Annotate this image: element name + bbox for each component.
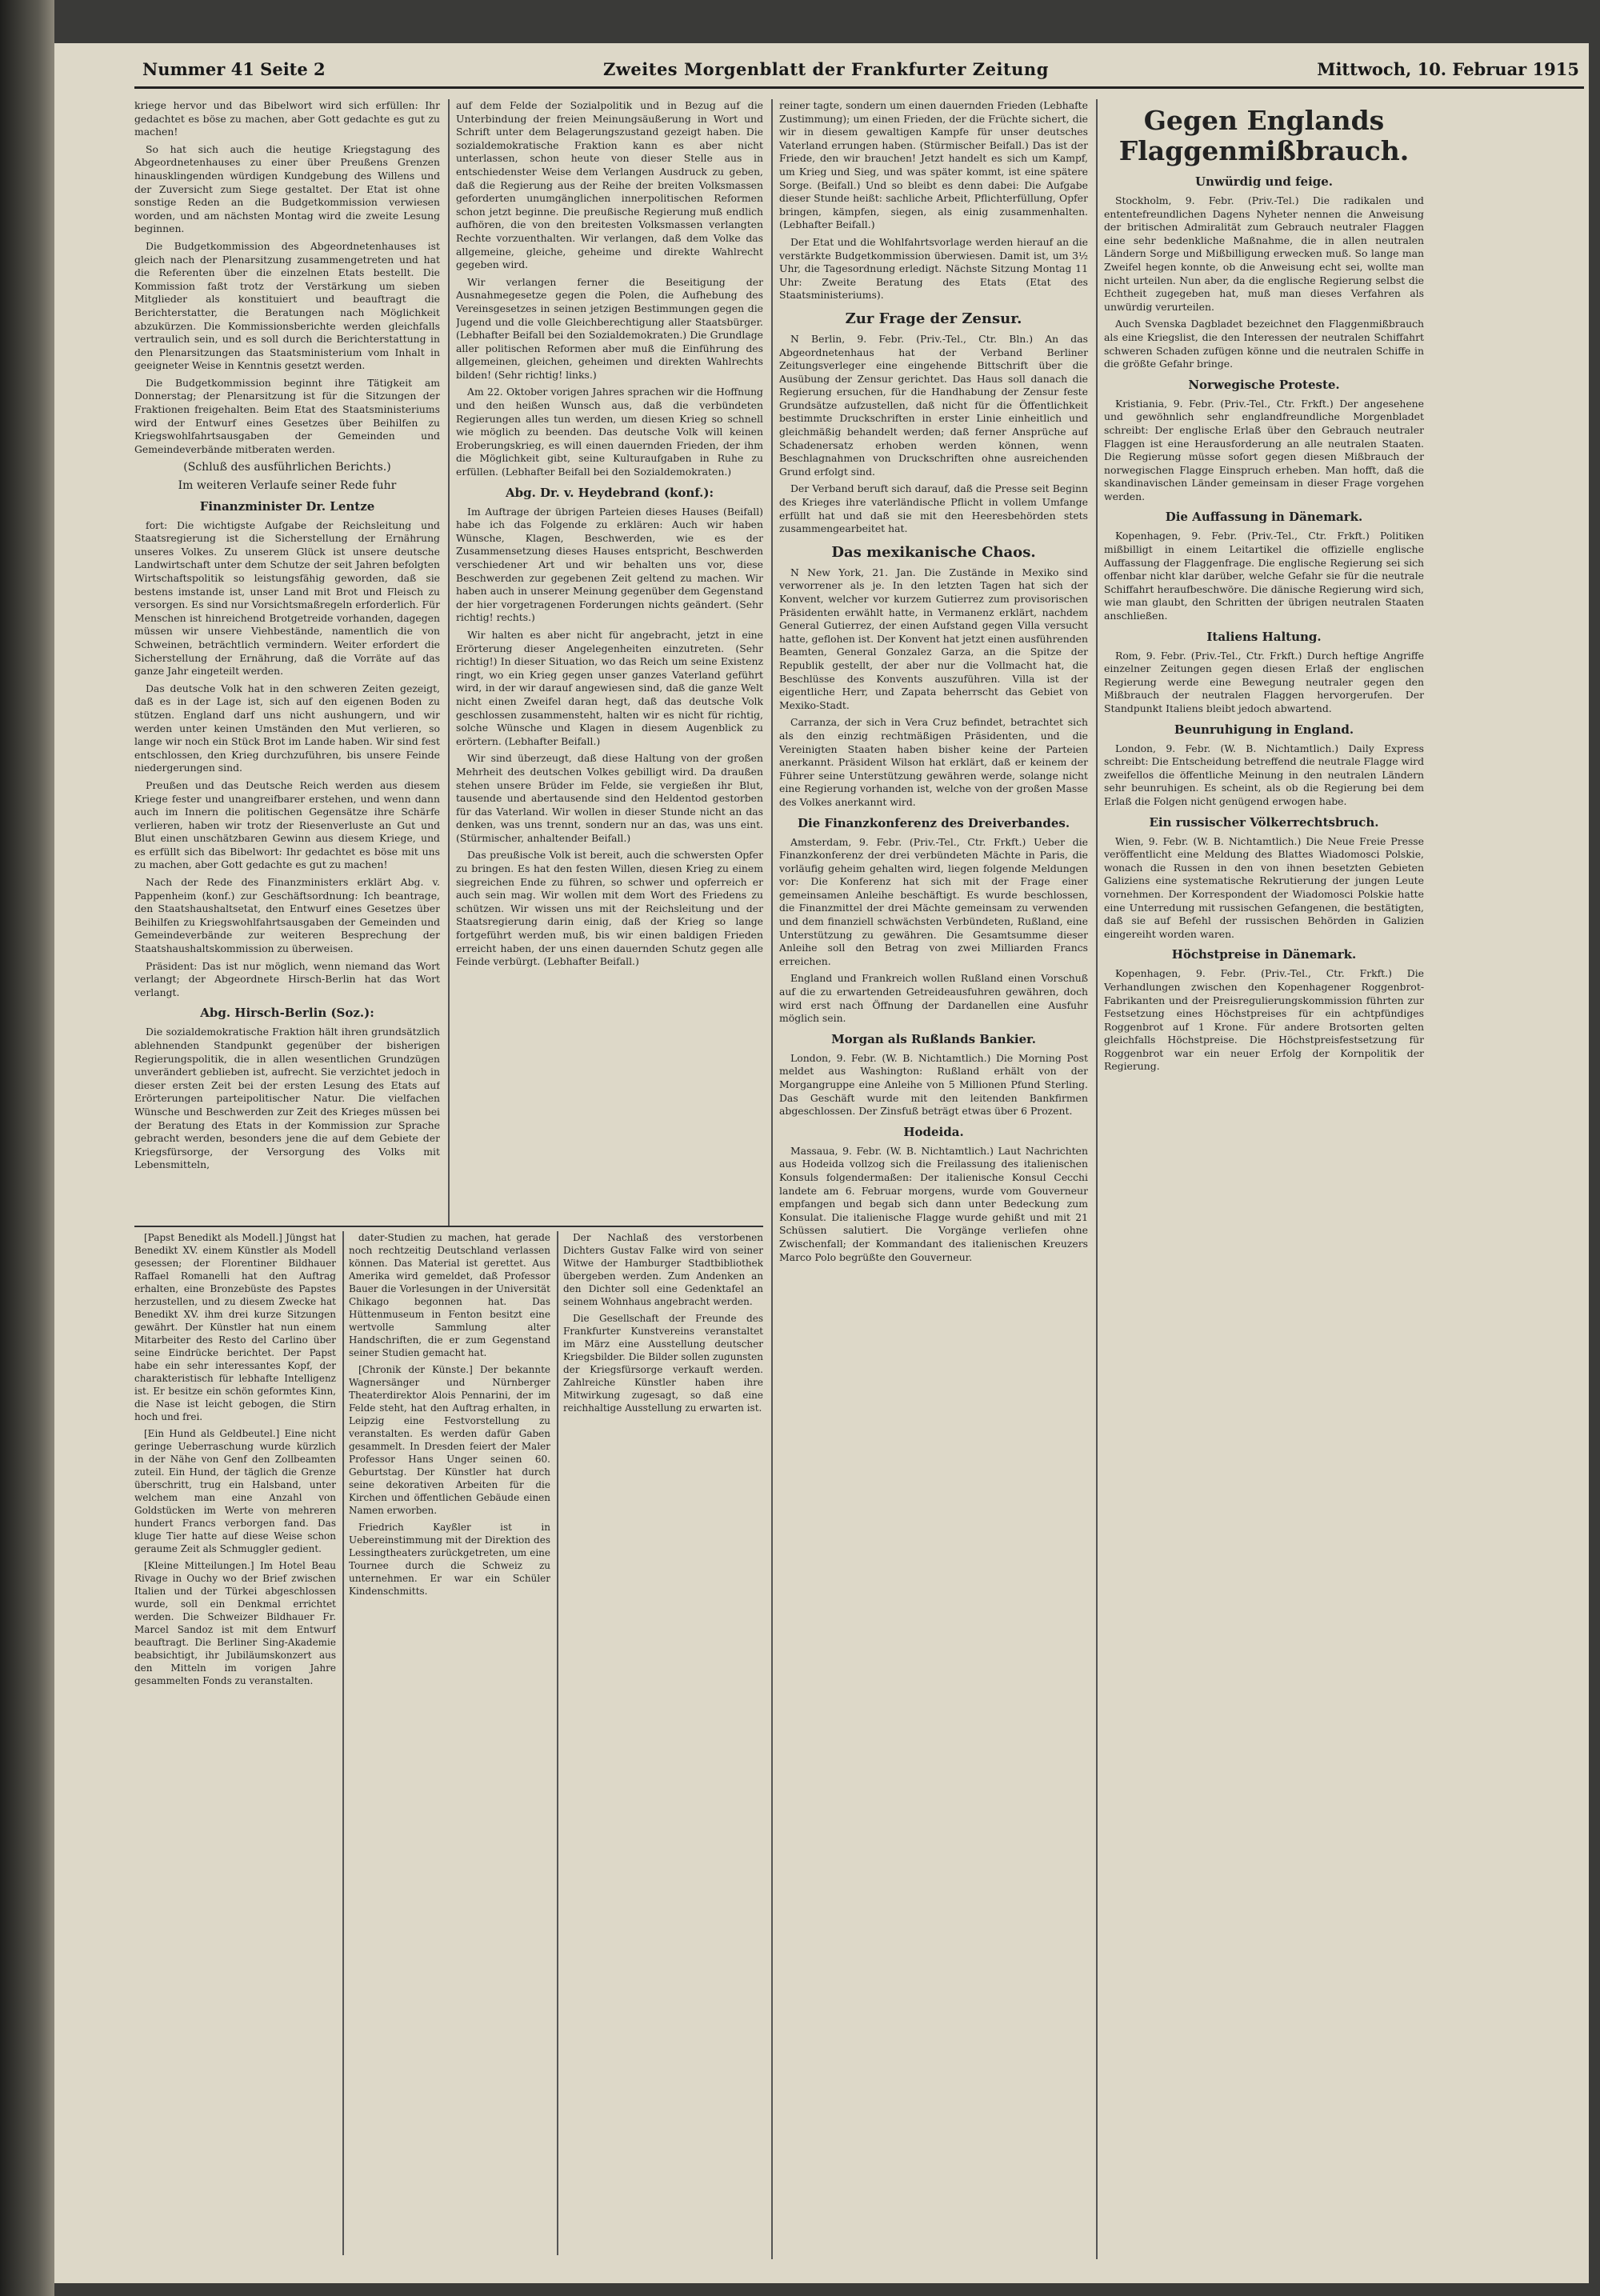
column-rule	[342, 1231, 344, 2255]
header-rule	[134, 86, 1584, 89]
column-rule	[771, 99, 773, 2259]
article-text: Das preußische Volk ist bereit, auch die schwersten Opfer zu bringen. Es hat den festen Willen, diesen Krieg zu einem siegreichen Ende zu führen, so schwer und opferreich er auch sein mag. Wir wollen mit dem Wort des Friedens zu schützen. Wir wissen uns mit der Reichsleitung und der Staatsregierung darin einig, daß der Krieg so lange fortgeführt werden muß, bis wir einen baldigen Frieden erreicht haben, der uns einen dauernden Schutz gegen alle Feinde verbürgt. (Lebhafter Beifall.)	[456, 849, 763, 968]
article-headline: Unwürdig und feige.	[1194, 174, 1334, 189]
article-text: Amsterdam, 9. Febr. (Priv.-Tel., Ctr. Frkft.) Ueber die Finanzkonferenz der drei verbündeten Mächte in Paris, die vorläufig geheim gehalten wird, liegen folgende Meldungen vor: Die Konferenz hat sich mit der Frage einer gemeinsamen Anleihe beschäftigt. Es wurde beschlossen, die Finanzmittel der drei Mächte gemeinsam zu verwenden und dem finanziell schwächsten Verbündeten, Rußland, eine Unterstützung zu gewähren. Die Gesamtsumme dieser Anleihe soll den Betrag von zwei Milliarden Francs erreichen.	[779, 835, 1088, 967]
column-3	[779, 99, 1088, 2259]
section-note: (Schluß des ausführlichen Berichts.)	[183, 461, 391, 474]
column-rule	[557, 1231, 558, 2255]
feuilleton-text: [Papst Benedikt als Modell.] Jüngst hat Benedikt XV. einem Künstler als Modell gesessen; der Florentiner Bildhauer Raffael Romanelli hat den Auftrag erhalten, eine Bronzebüste des Papstes herzustellen, und zu diesem Zwecke hat Benedikt XV. ihm drei kurze Sitzungen gewährt. Der Künstler hat nun einem Mitarbeiter des Resto del Carlino über seine Eindrücke berichtet. Der Papst habe ein sehr interessantes Kopf, der charakteristisch für lebhafte Intelligenz ist. Er besitze ein schön geformtes Kinn, die Nase ist leicht gebogen, die Stirn hoch und frei.	[134, 1232, 336, 1422]
speaker-heading: Abg. Dr. v. Heydebrand (konf.):	[505, 485, 714, 500]
feuilleton-column-1	[134, 1231, 336, 2255]
feuilleton-text: Der Nachlaß des verstorbenen Dichters Gustav Falke wird von seiner Witwe der Hamburger Stadtbibliothek übergeben werden. Zum Andenken an den Dichter soll eine Gedenktafel an seinem Wohnhaus angebracht werden.	[563, 1232, 763, 1307]
column-4	[1104, 99, 1424, 2259]
article-text: Das deutsche Volk hat in den schweren Zeiten gezeigt, daß es in der Lage ist, sich auf den eigenen Boden zu stützen. England darf uns nicht aushungern, und wir werden unter keinen Umständen den Mut verlieren, so lange wir noch ein Stück Brot im Lande haben. Wir sind fest entschlossen, den Krieg durchzuführen, bis unsere Feinde niedergerungen sind.	[134, 682, 440, 774]
feuilleton-text: Friedrich Kayßler ist in Uebereinstimmung mit der Direktion des Lessingtheaters zurückgetreten, um eine Tournee durch die Schweiz zu unternehmen. Er war ein Schüler Kindenschmitts.	[349, 1522, 550, 1597]
feuilleton-text: [Chronik der Künste.] Der bekannte Wagnersänger und Nürnberger Theaterdirektor Alois Pennarini, der im Felde steht, hat den Auftrag erhalten, in Leipzig eine Festvorstellung zu veranstalten. Es werden dafür Gaben gesammelt. In Dresden feiert der Maler Professor Hans Unger seinen 60. Geburtstag. Der Künstler hat durch seine dekorativen Arbeiten für die Kirchen und öffentlichen Gebäude einen Namen erworben.	[349, 1364, 550, 1516]
article-text: Wir halten es aber nicht für angebracht, jetzt in eine Erörterung dieser Angelegenheiten einzutreten. (Sehr richtig!) In dieser Situation, wo das Reich um seine Existenz ringt, wo ein Krieg gegen unser ganzes Vaterland geführt wird, in der wir darauf angewiesen sind, daß die ganze Welt nicht einen Zweifel daran hegt, daß das deutsche Volk geschlossen zusammensteht, halten wir es nicht für richtig, solche Wünsche und Klagen in diesem Augenblick zu erörtern. (Lebhafter Beifall.)	[456, 628, 763, 747]
article-text: Carranza, der sich in Vera Cruz befindet, betrachtet sich als den einzig rechtmäßigen Präsidenten, und die Vereinigten Staaten haben bisher keine der Parteien anerkannt. Präsident Wilson hat erklärt, daß er keinem der Führer seine Unterstützung gewähren werde, solange nicht eine Regierung vorhanden ist, welche von der großen Masse des Volkes anerkannt wird.	[779, 716, 1088, 808]
article-headline: Ein russischer Völkerrechtsbruch.	[1149, 814, 1379, 830]
main-headline: Gegen Englands Flaggenmißbrauch.	[1118, 105, 1410, 166]
article-headline: Morgan als Rußlands Bankier.	[831, 1031, 1036, 1046]
feuilleton-text: dater-Studien zu machen, hat gerade noch rechtzeitig Deutschland verlassen können. Das Material ist gerettet. Aus Amerika wird gemeldet, daß Professor Bauer die Vorlesungen in der Universität Chikago begonnen hat. Das Hüttenmuseum in Fenton besitzt eine wertvolle Sammlung alter Handschriften, die er zum Gegenstand seiner Studien gemacht hat.	[349, 1232, 550, 1358]
article-text: England und Frankreich wollen Rußland einen Vorschuß auf die zu erwartenden Getreideausfuhren gewähren, doch wird erst nach Öffnung der Dardanellen eine Ausfuhr möglich sein.	[779, 972, 1088, 1025]
article-text: Preußen und das Deutsche Reich werden aus diesem Kriege fester und unangreifbarer erstehen, und wenn dann auch im Innern die politischen Gegensätze ihre Schärfe verlieren, haben wir trotz der Riesenverluste an Gut und Blut einen unschätzbaren Gewinn aus diesem Kriege, und es erfüllt sich das Bibelwort: Ihr gedachtet es böse mit uns zu machen, aber Gott gedachte es gut zu machen!	[134, 778, 440, 871]
section-note: Im weiteren Verlaufe seiner Rede fuhr	[178, 479, 397, 493]
page-header	[59, 59, 1584, 86]
article-text: Kopenhagen, 9. Febr. (Priv.-Tel., Ctr. Frkft.) Politiken mißbilligt in einem Leitartikel die offizielle englische Auffassung der Flaggenfrage. Die englische Regierung sei sich offenbar nicht klar darüber, welche Gefahr sie für die neutrale Schiffahrt heraufbeschwöre. Die dänische Regierung wird sich, wie man glaubt, den Schritten der übrigen neutralen Staaten anschließen.	[1104, 530, 1424, 622]
article-text: Wir sind überzeugt, daß diese Haltung von der großen Mehrheit des deutschen Volkes gebilligt wird. Da draußen stehen unsere Brüder im Felde, sie vergießen ihr Blut, tausende und abertausende sind den Heldentod gestorben für das Vaterland. Wir wollen in dieser Stunde nicht an das denken, was uns trennt, sondern nur an das, was uns eint. (Stürmischer, anhaltender Beifall.)	[456, 752, 763, 844]
paper-title: Zweites Morgenblatt der Frankfurter Zeitung	[603, 59, 1049, 79]
issue-date: Mittwoch, 10. Februar 1915	[1317, 59, 1579, 79]
article-headline: Norwegische Proteste.	[1188, 377, 1340, 392]
article-text: N Berlin, 9. Febr. (Priv.-Tel., Ctr. Bln.) An das Abgeordnetenhaus hat der Verband Berliner Zeitungsverleger eine eingehende Bittschrift über die Ausübung der Zensur gerichtet. Das Haus soll danach die Regierung ersuchen, für die Handhabung der Zensur feste Grundsätze aufzustellen, daß nicht für die Öffentlichkeit bestimmte Druckschriften in erster Linie einheitlich und gleichmäßig behandelt werden; daß ferner Ansprüche auf Schadenersatz erhoben werden können, wenn Beschlagnahmen von Druckschriften ohne ausreichenden Grund erfolgt sind.	[779, 332, 1088, 478]
article-text: Am 22. Oktober vorigen Jahres sprachen wir die Hoffnung und den heißen Wunsch aus, daß die verbündeten Regierungen alles tun werden, um diesen Krieg so schnell wie möglich zu beenden. Das deutsche Volk will keinen Eroberungskrieg, es will einen dauernden Frieden, der ihm die Möglichkeit gibt, seine Kulturaufgaben in Ruhe zu erfüllen. (Lebhafter Beifall bei den Sozialdemokraten.)	[456, 386, 763, 478]
article-text: Die sozialdemokratische Fraktion hält ihren grundsätzlich ablehnenden Standpunkt gegenüber der bisherigen Regierungspolitik, die in allen wesentlichen Grundzügen unverändert geblieben ist, aufrecht. Sie verzichtet jedoch in dieser ersten Zeit bei der ersten Lesung des Etats auf Erörterungen parteipolitischer Natur. Die vielfachen Wünsche und Beschwerden zur Zeit des Krieges müssen bei der Beratung des Etats in der Kommission zur Sprache gebracht werden, besonders jene die auf dem Gebiete der Kriegsfürsorge, der Versorgung des Volks mit Lebensmitteln,	[134, 1026, 440, 1171]
article-text: Stockholm, 9. Febr. (Priv.-Tel.) Die radikalen und ententefreundlichen Dagens Nyheter nennen die Anweisung der britischen Admiralität zum Gebrauch neutraler Flaggen eine sehr bedenkliche Maßnahme, die in allen neutralen Ländern Sorge und Mißbilligung erwecken muß. So lange man Zweifel hegen konnte, ob die Anweisung echt sei, wollte man nicht urteilen. Nun aber, da die englische Regierung selbst die Echtheit zugegeben hat, muß man dieses Verfahren als unwürdig verurteilen.	[1104, 194, 1424, 313]
article-headline: Die Finanzkonferenz des Dreiverbandes.	[797, 815, 1070, 830]
feuilleton-rule	[134, 1226, 763, 1227]
article-text: Rom, 9. Febr. (Priv.-Tel., Ctr. Frkft.) Durch heftige Angriffe einzelner Zeitungen gegen diesen Erlaß der englischen Regierung werde eine Bewegung neutraler gegen den Mißbrauch der neutralen Flaggen hervorgerufen. Der Standpunkt Italiens bleibt jedoch abwartend.	[1104, 649, 1424, 714]
article-text: Wir verlangen ferner die Beseitigung der Ausnahmegesetze gegen die Polen, die Aufhebung des Vereinsgesetzes in seinen jetzigen Bestimmungen gegen die Jugend und die volle Gleichberechtigung aller Staatsbürger. (Lebhafter Beifall bei den Sozialdemokraten.) Die Grundlage aller politischen Reformen aber muß die Einführung des allgemeinen, gleichen, geheimen und direkten Wahlrechts bilden! (Sehr richtig! links.)	[456, 275, 763, 381]
article-text: reiner tagte, sondern um einen dauernden Frieden (Lebhafte Zustimmung); um einen Frieden, der die Früchte sichert, die wir in diesem gewaltigen Kampfe für unser deutsches Vaterland errungen haben. (Stürmischer Beifall.) Das ist der Friede, den wir brauchen! Jetzt handelt es sich um Kampf, um Krieg und Sieg, und was später kommt, ist eine spätere Sorge. (Beifall.) Und so bleibt es denn dabei: Die Aufgabe dieser Stunde heißt: sachliche Arbeit, Pflichterfüllung, Opfer bringen, kämpfen, siegen, als einig zusammenhalten. (Lebhafter Beifall.)	[779, 99, 1088, 231]
column-1	[134, 99, 440, 1226]
column-rule	[1096, 99, 1098, 2259]
article-text: London, 9. Febr. (W. B. Nichtamtlich.) Die Morning Post meldet aus Washington: Rußland erhält von der Morgangruppe eine Anleihe von 5 Millionen Pfund Sterling. Das Geschäft wurde mit den leitenden Bankfirmen abgeschlossen. Der Zinsfuß beträgt etwas über 6 Prozent.	[779, 1051, 1088, 1118]
article-text: Wien, 9. Febr. (W. B. Nichtamtlich.) Die Neue Freie Presse veröffentlicht eine Meldung des Blattes Wiadomosci Polskie, wonach die Russen in den von ihnen besetzten Gebieten Galiziens eine systematische Rekrutierung der jungen Leute vornehmen. Der Korrespondent der Wiadomosci Polskie hatte eine Unterredung mit russischen Gefangenen, die bestätigten, daß sie auf Befehl der russischen Behörden in Galizien eingereiht worden waren.	[1104, 834, 1424, 940]
feuilleton-text: [Kleine Mitteilungen.] Im Hotel Beau Rivage in Ouchy wo der Brief zwischen Italien und der Türkei abgeschlossen wurde, soll ein Denkmal errichtet werden. Die Schweizer Bildhauer Fr. Marcel Sandoz ist mit dem Entwurf beauftragt. Die Berliner Sing-Akademie beabsichtigt, ihr Jubiläumskonzert aus den Mitteln im vorigen Jahre gesammelten Fonds zu veranstalten.	[134, 1560, 336, 1686]
newspaper-page	[54, 43, 1589, 2283]
article-text: Nach der Rede des Finanzministers erklärt Abg. v. Pappenheim (konf.) zur Geschäftsordnung: Ich beantrage, den Staatshaushaltsetat, den Entwurf eines Gesetzes über Beihilfen zu Kriegswohlfahrtsausgaben der Gemeinden und Gemeindeverbände zur weiteren Besprechung der Staatshaushaltskommission zu überweisen.	[134, 876, 440, 955]
column-rule	[448, 99, 450, 1226]
article-text: Im Auftrage der übrigen Parteien dieses Hauses (Beifall) habe ich das Folgende zu erklären: Auch wir haben Wünsche, Klagen, Beschwerden, wie es der Zusammensetzung dieses Hauses entspricht, Beschwerden verschiedener Art und wir behalten uns vor, diese Beschwerden zur gegebenen Zeit geltend zu machen. Wir haben auch in unserer Meinung gegenüber dem Gegenstand der hier vorgetragenen Forderungen nichts geändert. (Sehr richtig! rechts.)	[456, 505, 763, 624]
article-text: Die Budgetkommission des Abgeordnetenhauses ist gleich nach der Plenarsitzung zusammengetreten und hat die Referenten über die einzelnen Etats bestellt. Die Kommission faßt trotz der Verstärkung um sieben Mitglieder als konstituiert und beauftragt die Berichterstatter, die Beratungen nach Möglichkeit abzukürzen. Die Kommissionsberichte werden gleichfalls vertraulich sein, und es soll durch die Berichterstattung in den Plenarsitzungen das Staatsministerium vom Inhalt in geeigneter Weise in Kenntnis gesetzt werden.	[134, 239, 440, 372]
speaker-heading: Finanzminister Dr. Lentze	[199, 498, 375, 514]
article-text: Die Budgetkommission beginnt ihre Tätigkeit am Donnerstag; der Plenarsitzung ist für die Sitzungen der Fraktionen freigehalten. Beim Etat des Staatsministeriums wird der Entwurf eines Gesetzes über Beihilfen zu Kriegswohlfahrtsausgaben der Gemeinden und Gemeindeverbände mitberaten werden.	[134, 376, 440, 455]
speaker-heading: Abg. Hirsch-Berlin (Soz.):	[200, 1006, 374, 1021]
feuilleton-column-2	[349, 1231, 550, 2255]
feuilleton-column-3	[563, 1231, 763, 2255]
article-text: fort: Die wichtigste Aufgabe der Reichsleitung und Staatsregierung ist die Sicherstellung der Ernährung unseres Volkes. Zu unserem Glück ist unsere deutsche Landwirtschaft unter dem Schutze der seit Jahren befolgten Wirtschaftspolitik so leistungsfähig geworden, daß sie bestens imstande ist, unser Land mit Brot und Fleisch zu versorgen. Es sind nur Vorsichtsmaßregeln erforderlich. Für Menschen ist hinreichend Brotgetreide vorhanden, dagegen müssen wir unsere Viehbestände, namentlich die von Schweinen, beträchtlich vermindern. Weiter erfordert die Sicherstellung der Ernährung, daß die Vorräte auf das ganze Jahr eingeteilt werden.	[134, 518, 440, 678]
column-2	[456, 99, 763, 1226]
article-text: Kopenhagen, 9. Febr. (Priv.-Tel., Ctr. Frkft.) Die Verhandlungen zwischen den Kopenhagener Roggenbrot-Fabrikanten und der Preisregulierungskommission führten zur Festsetzung eines Höchstpreises für ein achtpfündiges Roggenbrot auf 1 Krone. Für andere Brotsorten gelten gleichfalls Höchstpreise. Die Höchstpreisfestsetzung für Roggenbrot war ein neuer Erfolg der Kornpolitik der Regierung.	[1104, 967, 1424, 1073]
article-text: So hat sich auch die heutige Kriegstagung des Abgeordnetenhauses zu einer über Preußens Grenzen hinausklingenden würdigen Kundgebung des Willens und der Zuversicht zum Siege gestaltet. Der Etat ist ohne sonstige Reden an die Budgetkommission verwiesen worden, und am nächsten Montag wird die zweite Lesung beginnen.	[134, 142, 440, 235]
article-headline: Zur Frage der Zensur.	[845, 310, 1022, 327]
article-headline: Höchstpreise in Dänemark.	[1171, 947, 1357, 962]
article-text: N New York, 21. Jan. Die Zustände in Mexiko sind verworrener als je. In den letzten Tagen hat sich der Konvent, welcher vor kurzem Gutierrez zum provisorischen Präsidenten erwählt hatte, in Vermanenz erklärt, nachdem General Gutierrez, der einen Aufstand gegen Villa versucht hatte, geflohen ist. Der Konvent hat jetzt einen ausführenden Beamten, General Gonzalez Garza, an die Spitze der Republik gestellt, der aber nur die Vollmacht hat, die Beschlüsse des Konvents auszuführen. Villa ist der eigentliche Herr, und Zapata beherrscht das Gebiet von Mexiko-Stadt.	[779, 566, 1088, 711]
article-text: Auch Svenska Dagbladet bezeichnet den Flaggenmißbrauch als eine Kriegslist, die den Interessen der neutralen Schiffahrt schweren Schaden zufügen könne und die neutralen Schiffe in die größte Gefahr bringe.	[1104, 318, 1424, 370]
article-text: Der Verband beruft sich darauf, daß die Presse seit Beginn des Krieges ihre vaterländische Pflicht in vollem Umfange erfüllt hat und daß sie mit den Heeresbehörden stets zusammengearbeitet hat.	[779, 482, 1088, 535]
article-headline: Beunruhigung in England.	[1174, 722, 1354, 737]
article-text: Präsident: Das ist nur möglich, wenn niemand das Wort verlangt; der Abgeordnete Hirsch-Berlin hat das Wort verlangt.	[134, 959, 440, 998]
issue-number: Nummer 41 Seite 2	[142, 59, 326, 79]
feuilleton-text: [Ein Hund als Geldbeutel.] Eine nicht geringe Ueberraschung wurde kürzlich in der Nähe von Genf den Zollbeamten zuteil. Ein Hund, der täglich die Grenze überschritt, trug ein Halsband, unter welchem man eine Anzahl von Goldstücken im Werte von mehreren hundert Francs verborgen fand. Das kluge Tier hatte auf diese Weise schon geraume Zeit als Schmuggler gedient.	[134, 1428, 336, 1554]
article-headline: Das mexikanische Chaos.	[831, 543, 1036, 561]
article-headline: Die Auffassung in Dänemark.	[1165, 510, 1363, 525]
article-text: Massaua, 9. Febr. (W. B. Nichtamtlich.) Laut Nachrichten aus Hodeida vollzog sich die Freilassung des italienischen Konsuls folgendermaßen: Der italienische Konsul Cecchi landete am 6. Februar morgens, wurde vom Gouverneur empfangen und begab sich dann unter Bedeckung zum Konsulat. Die italienische Flagge wurde gehißt und mit 21 Schüssen salutiert. Die Vorgänge verliefen ohne Zwischenfall; der Kommandant des italienischen Kreuzers Marco Polo begrüßte den Gouverneur.	[779, 1144, 1088, 1263]
article-text: Kristiania, 9. Febr. (Priv.-Tel., Ctr. Frkft.) Der angesehene und gewöhnlich sehr englandfreundliche Morgenbladet schreibt: Der englische Erlaß über den Gebrauch neutraler Flaggen ist eine Herausforderung an alle neutralen Staaten. Die Regierung müsse sofort gegen diesen Mißbrauch der norwegischen Flagge Einspruch erheben. Man hofft, daß die skandinavischen Länder gemeinsam in dieser Frage vorgehen werden.	[1104, 397, 1424, 502]
book-binding-spine	[0, 0, 54, 2296]
article-headline: Italiens Haltung.	[1206, 629, 1322, 644]
article-text: London, 9. Febr. (W. B. Nichtamtlich.) Daily Express schreibt: Die Entscheidung betreffend die neutrale Flagge wird zweifellos die öffentliche Meinung in den neutralen Ländern sehr beunruhigen. Es scheint, als ob die Regierung bei dem Erlaß die Folgen nicht genügend erwogen habe.	[1104, 742, 1424, 807]
article-text: auf dem Felde der Sozialpolitik und in Bezug auf die Unterbindung der freien Meinungsäußerung in Wort und Schrift unter dem Belagerungszustand gezeigt haben. Die sozialdemokratische Fraktion kann es aber nicht unterlassen, schon heute von dieser Stelle aus in entschiedenster Weise dem Verlangen Ausdruck zu geben, daß die Regierung aus der Reihe der breiten Volksmassen geforderten unumgänglichen innerpolitischen Reformen schon jetzt beginne. Die preußische Regierung muß endlich aufhören, die von den breitesten Volksmassen verlangten Rechte vorzuenthalten. Wir verlangen, daß dem Volke das allgemeine, gleiche, geheime und direkte Wahlrecht gegeben wird.	[456, 99, 763, 271]
feuilleton-text: Die Gesellschaft der Freunde des Frankfurter Kunstvereins veranstaltet im März eine Ausstellung deutscher Kriegsbilder. Die Bilder sollen zugunsten der Kriegsfürsorge verkauft werden. Zahlreiche Künstler haben ihre Mitwirkung zugesagt, so daß eine reichhaltige Ausstellung zu erwarten ist.	[563, 1313, 763, 1414]
article-text: kriege hervor und das Bibelwort wird sich erfüllen: Ihr gedachtet es böse zu machen, aber Gott gedachte es gut zu machen!	[134, 99, 440, 138]
article-text: Der Etat und die Wohlfahrtsvorlage werden hierauf an die verstärkte Budgetkommission überwiesen. Damit ist, um 3½ Uhr, die Tagesordnung erledigt. Nächste Sitzung Montag 11 Uhr: Zweite Beratung des Etats (Etat des Staatsministeriums).	[779, 235, 1088, 302]
article-headline: Hodeida.	[903, 1124, 964, 1139]
